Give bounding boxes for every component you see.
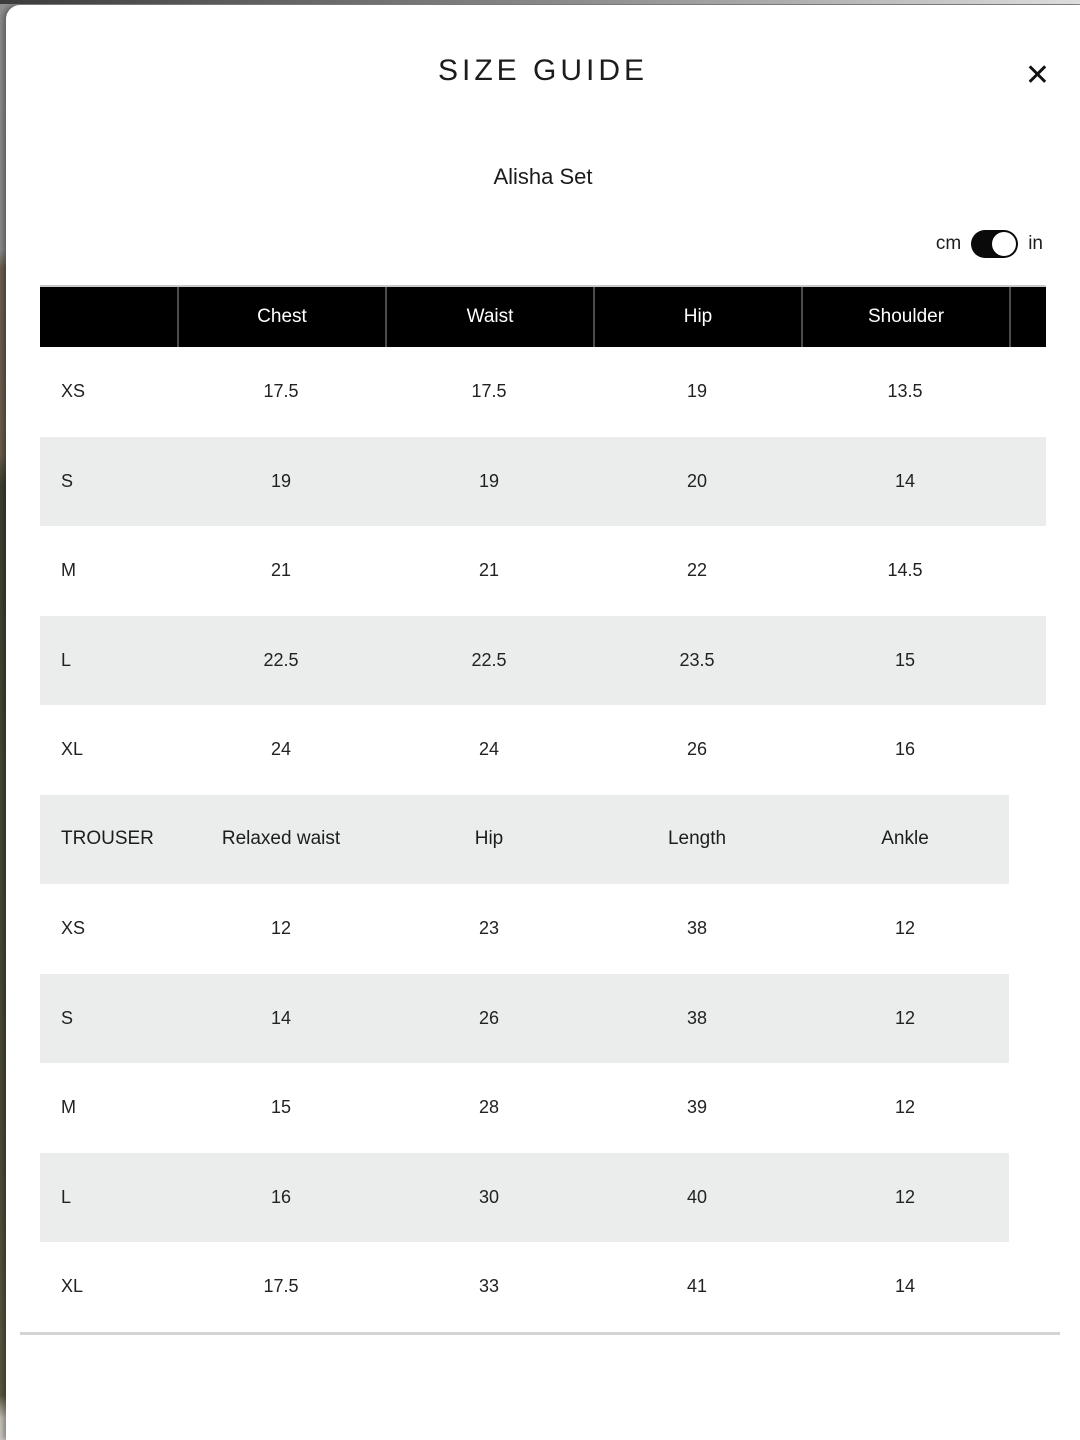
header-cell-relaxed-waist: Relaxed waist [221, 828, 341, 850]
bottom-divider [20, 1332, 1060, 1335]
garment-row-xl [40, 705, 1046, 795]
garment-row-s [40, 437, 1046, 527]
cell-value: 22.5 [471, 649, 507, 670]
cell-value: 33 [478, 1276, 500, 1297]
close-icon: ✕ [1024, 59, 1050, 92]
size-guide-table [40, 285, 1080, 1332]
cell-value: 40 [686, 1186, 708, 1207]
cell-value: 12 [894, 1007, 916, 1028]
cell-value: 41 [686, 1276, 708, 1297]
header-cell-chest: Chest [177, 287, 385, 347]
cell-value: 23.5 [679, 649, 715, 670]
cell-value: 14 [894, 470, 916, 491]
cell-value: 22 [686, 560, 708, 581]
row-size-label: XL [61, 739, 84, 760]
trouser-row-m [40, 1063, 1009, 1153]
cell-value: 24 [270, 739, 292, 760]
cell-value: 17.5 [263, 381, 299, 402]
unit-label-in: in [1028, 233, 1043, 254]
row-size-label: XS [61, 381, 86, 402]
product-name: Alisha Set [493, 164, 593, 189]
cell-value: 15 [270, 1097, 292, 1118]
trouser-row-l [40, 1153, 1009, 1243]
cell-value: 14 [270, 1007, 292, 1028]
row-size-label: L [61, 649, 72, 670]
trouser-row-xl [40, 1242, 1009, 1332]
header-cell-ankle: Ankle [881, 828, 929, 850]
row-size-label: S [61, 1007, 74, 1028]
garment-row-xs [40, 347, 1046, 437]
unit-toggle-switch[interactable] [971, 230, 1018, 258]
trouser-header-row [40, 795, 1009, 885]
cell-value: 16 [270, 1186, 292, 1207]
header-cell-trouser: TROUSER [61, 828, 154, 850]
cell-value: 19 [270, 470, 292, 491]
cell-value: 22.5 [263, 649, 299, 670]
cell-value: 12 [894, 1097, 916, 1118]
header-cell-shoulder: Shoulder [801, 287, 1009, 347]
row-size-label: M [61, 560, 76, 581]
cell-value: 26 [686, 739, 708, 760]
trouser-row-s [40, 974, 1009, 1064]
cell-value: 30 [478, 1186, 500, 1207]
row-size-label: XL [61, 1276, 84, 1297]
header-cell-spacer [1009, 287, 1046, 347]
row-size-label: L [61, 1186, 72, 1207]
garment-row-m [40, 526, 1046, 616]
unit-toggle-row [6, 230, 1080, 258]
cell-value: 20 [686, 470, 708, 491]
row-size-label: S [61, 470, 74, 491]
toggle-knob-icon [992, 232, 1016, 256]
size-guide-modal [6, 5, 1080, 1440]
cell-value: 21 [478, 560, 500, 581]
header-cell-length: Length [667, 828, 727, 850]
garment-header-row [40, 285, 1046, 347]
cell-value: 19 [686, 381, 708, 402]
row-size-label: XS [61, 918, 86, 939]
trouser-row-xs [40, 884, 1009, 974]
cell-value: 28 [478, 1097, 500, 1118]
cell-value: 23 [478, 918, 500, 939]
page-top-edge [0, 0, 1080, 4]
cell-value: 17.5 [263, 1276, 299, 1297]
cell-value: 16 [894, 739, 916, 760]
garment-row-l [40, 616, 1046, 706]
cell-value: 38 [686, 918, 708, 939]
cell-value: 21 [270, 560, 292, 581]
cell-value: 12 [894, 918, 916, 939]
header-cell-waist: Waist [385, 287, 593, 347]
cell-value: 12 [270, 918, 292, 939]
cell-value: 15 [894, 649, 916, 670]
cell-value: 14 [894, 1276, 916, 1297]
header-cell-hip: Hip [474, 828, 504, 850]
cell-value: 38 [686, 1007, 708, 1028]
cell-value: 12 [894, 1186, 916, 1207]
row-size-label: M [61, 1097, 76, 1118]
cell-value: 19 [478, 470, 500, 491]
close-button[interactable] [1021, 57, 1054, 95]
header-cell-size [40, 287, 177, 347]
cell-value: 14.5 [887, 560, 923, 581]
header-cell-hip: Hip [593, 287, 801, 347]
cell-value: 13.5 [887, 381, 923, 402]
cell-value: 17.5 [471, 381, 507, 402]
unit-label-cm: cm [935, 233, 962, 254]
cell-value: 24 [478, 739, 500, 760]
cell-value: 26 [478, 1007, 500, 1028]
cell-value: 39 [686, 1097, 708, 1118]
modal-title: SIZE GUIDE [437, 54, 649, 87]
